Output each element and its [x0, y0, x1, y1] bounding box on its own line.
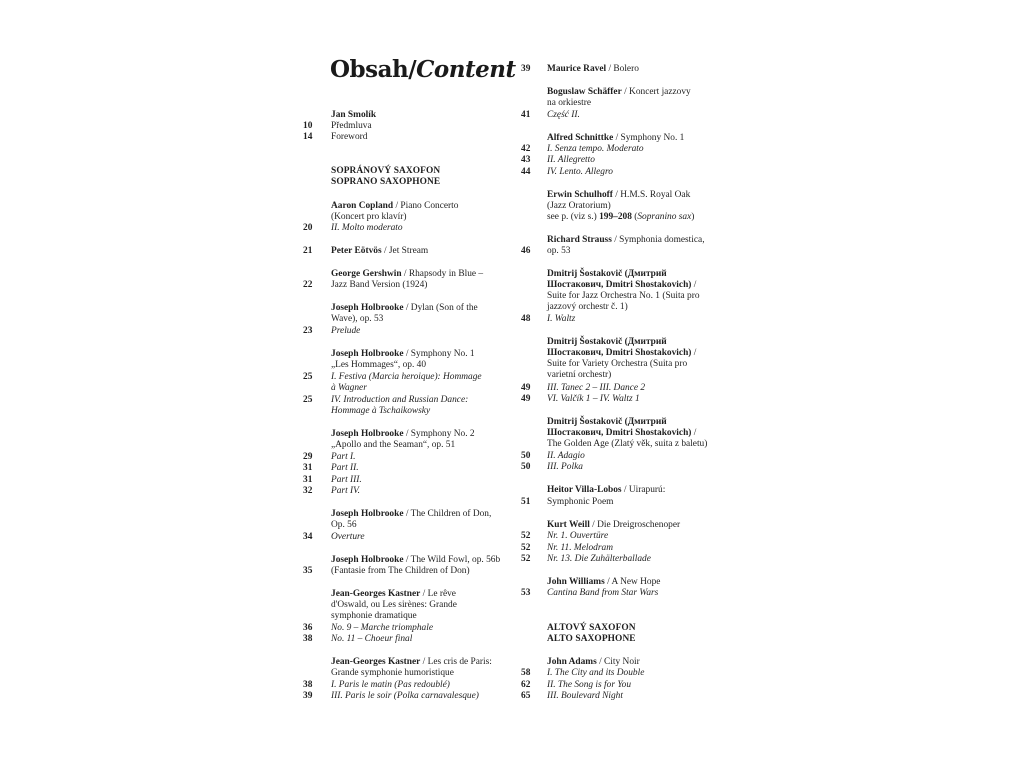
- page-number: 23: [303, 326, 313, 336]
- toc-text: / Le rêve: [420, 589, 456, 599]
- toc-movement: II. Molto moderato: [331, 223, 403, 233]
- toc-composer: Jean-Georges Kastner: [331, 589, 421, 599]
- page-number: 38: [303, 680, 313, 690]
- toc-composer: Dmitrij Šostakovič (Дмитрий: [547, 417, 667, 427]
- toc-line: [331, 326, 360, 337]
- toc-line: [331, 372, 482, 383]
- toc-composer: Maurice Ravel: [547, 64, 607, 74]
- toc-line: [331, 246, 428, 257]
- page-number: 49: [521, 394, 531, 404]
- toc-line: [331, 314, 383, 325]
- toc-text: / Symphony No. 1: [613, 133, 685, 143]
- toc-composer: Erwin Schulhoff: [547, 190, 613, 200]
- page-number: 52: [521, 543, 531, 553]
- page-number: 44: [521, 167, 531, 177]
- toc-line: [331, 429, 475, 440]
- toc-line: [331, 452, 355, 463]
- toc-text: (: [631, 212, 638, 222]
- toc-line: [331, 486, 360, 497]
- toc-line: [547, 691, 623, 702]
- page-number: 49: [521, 383, 531, 393]
- toc-composer: Richard Strauss: [547, 235, 612, 245]
- toc-line: [331, 680, 450, 691]
- toc-line: [547, 623, 636, 634]
- toc-line: [547, 212, 694, 223]
- toc-text: Suite for Variety Orchestra (Suita pro: [547, 359, 688, 369]
- toc-movement: Part II.: [331, 463, 359, 473]
- page-number: 38: [303, 634, 313, 644]
- toc-movement: III. Tanec 2 – III. Dance 2: [547, 383, 646, 393]
- toc-composer: Joseph Holbrooke: [331, 429, 404, 439]
- page-number: 21: [303, 246, 313, 256]
- toc-movement: Part IV.: [331, 486, 360, 496]
- toc-line: [331, 121, 372, 132]
- toc-line: [331, 166, 440, 177]
- toc-movement: Hommage à Tschaikowsky: [331, 406, 431, 416]
- toc-text: / The Wild Fowl, op. 56b: [403, 555, 501, 565]
- toc-line: [547, 428, 696, 439]
- toc-composer: Jean-Georges Kastner: [331, 657, 421, 667]
- toc-text: / Symphonia domestica,: [611, 235, 705, 245]
- toc-movement: Cantina Band from Star Wars: [547, 588, 659, 598]
- toc-composer: Шостакович, Dmitri Shostakovich): [547, 348, 692, 358]
- toc-line: [331, 463, 359, 474]
- toc-line: [547, 634, 636, 645]
- toc-text: / H.M.S. Royal Oak: [612, 190, 691, 200]
- toc-line: [547, 577, 660, 588]
- toc-text: / A New Hope: [604, 577, 661, 587]
- page-number: 52: [521, 554, 531, 564]
- toc-composer: Heitor Villa-Lobos: [547, 485, 622, 495]
- toc-composer: Alfred Schnittke: [547, 133, 614, 143]
- toc-line: [547, 246, 570, 257]
- page-number: 62: [521, 680, 531, 690]
- toc-line: [331, 600, 457, 611]
- toc-composer: Шостакович, Dmitri Shostakovich): [547, 428, 692, 438]
- page-number: 42: [521, 144, 531, 154]
- page-number: 14: [303, 132, 313, 142]
- toc-text: / Koncert jazzovy: [621, 87, 691, 97]
- page-title: [330, 56, 516, 83]
- toc-text: (Koncert pro klavír): [331, 212, 407, 222]
- toc-movement: VI. Valčík 1 – IV. Waltz 1: [547, 394, 640, 404]
- toc-line: [547, 64, 639, 75]
- toc-text: varietní orchestr): [547, 370, 612, 380]
- toc-movement: No. 11 – Choeur final: [331, 634, 413, 644]
- toc-text: / Symphony No. 1: [403, 349, 475, 359]
- toc-line: [547, 451, 585, 462]
- toc-text: jazzový orchestr č. 1): [547, 302, 628, 312]
- toc-line: [547, 144, 644, 155]
- toc-line: [547, 302, 628, 313]
- toc-composer: John Adams: [547, 657, 597, 667]
- page-number: 58: [521, 668, 531, 678]
- toc-text: Jazz Band Version (1924): [331, 280, 428, 290]
- page-number: 25: [303, 372, 313, 382]
- toc-line: [547, 485, 665, 496]
- toc-line: [331, 349, 475, 360]
- toc-line: [547, 201, 611, 212]
- toc-text: see p. (viz s.): [547, 212, 600, 222]
- toc-line: [547, 439, 707, 450]
- toc-line: [547, 370, 611, 381]
- toc-text: (Fantasie from The Children of Don): [331, 566, 470, 576]
- toc-composer: Dmitrij Šostakovič (Дмитрий: [547, 337, 667, 347]
- toc-line: [547, 314, 575, 325]
- toc-composer: Шостакович, Dmitri Shostakovich): [547, 280, 692, 290]
- toc-text: (Jazz Oratorium): [547, 201, 611, 211]
- toc-line: [547, 280, 696, 291]
- toc-line: [547, 543, 613, 554]
- toc-line: [547, 98, 591, 109]
- toc-line: [331, 440, 455, 451]
- toc-movement: III. Boulevard Night: [547, 691, 623, 701]
- toc-line: [331, 212, 407, 223]
- toc-movement: I. Waltz: [547, 314, 576, 324]
- toc-composer: Joseph Holbrooke: [331, 303, 404, 313]
- toc-movement: II. Allegretto: [547, 155, 595, 165]
- toc-composer: Jan Smolík: [331, 110, 377, 120]
- toc-movement: Part I.: [331, 452, 356, 462]
- toc-line: [331, 475, 362, 486]
- toc-text: / Symphony No. 2: [403, 429, 475, 439]
- toc-line: [331, 589, 456, 600]
- toc-line: [331, 691, 479, 702]
- toc-line: [547, 110, 580, 121]
- page-number: 31: [303, 475, 313, 485]
- page-number: 50: [521, 451, 531, 461]
- title-main: Obsah: [330, 56, 409, 83]
- toc-line: [547, 554, 651, 565]
- toc-line: [331, 280, 427, 291]
- section-heading: SOPRANO SAXOPHONE: [331, 177, 441, 187]
- toc-movement: Nr. 11. Melodram: [547, 543, 613, 553]
- toc-composer: Dmitrij Šostakovič (Дмитрий: [547, 269, 667, 279]
- toc-line: [331, 177, 440, 188]
- toc-composer: 199–208: [599, 212, 632, 222]
- toc-line: [547, 269, 667, 280]
- toc-text: / Uirapurú:: [621, 485, 666, 495]
- toc-line: [547, 383, 645, 394]
- toc-movement: III. Paris le soir (Polka carnavalesque): [331, 691, 479, 701]
- toc-text: d'Oswald, ou Les sirènes: Grande: [331, 600, 457, 610]
- toc-line: [331, 395, 468, 406]
- toc-movement: No. 9 – Marche triomphale: [331, 623, 433, 633]
- page-number: 36: [303, 623, 313, 633]
- toc-line: [331, 360, 426, 371]
- toc-composer: Peter Eötvös: [331, 246, 382, 256]
- page-number: 25: [303, 395, 313, 405]
- toc-line: [331, 657, 492, 668]
- toc-composer: Kurt Weill: [547, 520, 590, 530]
- toc-text: „Les Hommages“, op. 40: [331, 360, 427, 370]
- toc-movement: I. Festiva (Marcia heroique): Hommage: [331, 372, 482, 382]
- toc-text: Suite for Jazz Orchestra No. 1 (Suita pro: [547, 291, 700, 301]
- toc-line: [547, 394, 640, 405]
- page-number: 20: [303, 223, 313, 233]
- toc-line: [547, 531, 608, 542]
- toc-movement: Nr. 13. Die Zuhälterballade: [547, 554, 651, 564]
- toc-composer: George Gershwin: [331, 269, 402, 279]
- page-number: 22: [303, 280, 313, 290]
- toc-text: Předmluva: [331, 121, 372, 131]
- toc-movement: à Wagner: [331, 383, 367, 393]
- toc-line: [331, 611, 417, 622]
- toc-text: ): [691, 212, 695, 222]
- page-number: 43: [521, 155, 531, 165]
- page-number: 50: [521, 462, 531, 472]
- toc-line: [331, 383, 367, 394]
- toc-text: / Piano Concerto: [393, 201, 459, 211]
- toc-line: [331, 566, 470, 577]
- toc-line: [547, 235, 705, 246]
- toc-text: Foreword: [331, 132, 368, 142]
- toc-text: / Die Dreigroschenoper: [589, 520, 681, 530]
- toc-line: [547, 668, 644, 679]
- toc-line: [547, 155, 595, 166]
- toc-line: [331, 520, 357, 531]
- toc-line: [547, 588, 658, 599]
- toc-text: / Jet Stream: [381, 246, 429, 256]
- toc-movement: I. The City and its Double: [547, 668, 645, 678]
- page-number: 29: [303, 452, 313, 462]
- toc-movement: II. The Song is for You: [547, 680, 632, 690]
- toc-line: [331, 555, 500, 566]
- toc-text: Symphonic Poem: [547, 497, 614, 507]
- section-heading: ALTOVÝ SAXOFON: [547, 623, 636, 633]
- page-number: 39: [521, 64, 531, 74]
- toc-line: [331, 623, 433, 634]
- toc-line: [547, 167, 613, 178]
- toc-line: [331, 110, 376, 121]
- toc-line: [331, 668, 454, 679]
- toc-line: [547, 497, 613, 508]
- toc-line: [547, 190, 690, 201]
- toc-text: / Bolero: [606, 64, 639, 74]
- section-heading: ALTO SAXOPHONE: [547, 634, 636, 644]
- toc-movement: IV. Introduction and Russian Dance:: [331, 395, 469, 405]
- toc-line: [331, 303, 478, 314]
- page-number: 48: [521, 314, 531, 324]
- toc-line: [547, 359, 687, 370]
- toc-line: [331, 634, 412, 645]
- toc-line: [547, 291, 700, 302]
- toc-line: [331, 532, 365, 543]
- toc-movement: I. Paris le matin (Pas redoublé): [331, 680, 450, 690]
- toc-movement: Part III.: [331, 475, 362, 485]
- toc-line: [547, 462, 583, 473]
- toc-line: [547, 337, 667, 348]
- page-number: 32: [303, 486, 313, 496]
- toc-line: [331, 269, 483, 280]
- toc-movement: Overture: [331, 532, 365, 542]
- title-italic: Content: [416, 56, 516, 83]
- toc-composer: Aaron Copland: [331, 201, 394, 211]
- page-number: 34: [303, 532, 313, 542]
- page-number: 41: [521, 110, 531, 120]
- toc-composer: Boguslaw Schäffer: [547, 87, 622, 97]
- page-number: 46: [521, 246, 531, 256]
- section-heading: SOPRÁNOVÝ SAXOFON: [331, 166, 441, 176]
- toc-line: [331, 223, 403, 234]
- toc-text: „Apollo and the Seaman“, op. 51: [331, 440, 456, 450]
- toc-movement: Nr. 1. Ouvertüre: [547, 531, 609, 541]
- toc-text: symphonie dramatique: [331, 611, 417, 621]
- page-number: 52: [521, 531, 531, 541]
- toc-movement: III. Polka: [547, 462, 583, 472]
- toc-line: [547, 657, 640, 668]
- toc-composer: Joseph Holbrooke: [331, 509, 404, 519]
- page-number: 31: [303, 463, 313, 473]
- toc-text: Wave), op. 53: [331, 314, 384, 324]
- page-number: 10: [303, 121, 313, 131]
- toc-composer: Joseph Holbrooke: [331, 555, 404, 565]
- toc-movement: IV. Lento. Allegro: [547, 167, 613, 177]
- toc-line: [547, 87, 691, 98]
- toc-text: /: [691, 348, 697, 358]
- toc-line: [547, 348, 696, 359]
- page-number: 39: [303, 691, 313, 701]
- toc-composer: Joseph Holbrooke: [331, 349, 404, 359]
- page-number: 65: [521, 691, 531, 701]
- page-number: 53: [521, 588, 531, 598]
- toc-text: / The Children of Don,: [403, 509, 492, 519]
- toc-line: [547, 520, 680, 531]
- toc-line: [547, 680, 631, 691]
- toc-movement: Sopranino sax: [637, 212, 692, 222]
- toc-text: / Les cris de Paris:: [420, 657, 492, 667]
- toc-text: op. 53: [547, 246, 571, 256]
- toc-line: [331, 509, 491, 520]
- toc-text: / Dylan (Son of the: [403, 303, 478, 313]
- toc-line: [331, 201, 458, 212]
- toc-composer: John Williams: [547, 577, 605, 587]
- toc-line: [331, 406, 430, 417]
- page-number: 35: [303, 566, 313, 576]
- toc-text: /: [691, 280, 697, 290]
- page-number: 51: [521, 497, 531, 507]
- toc-movement: II. Adagio: [547, 451, 585, 461]
- toc-text: na orkiestre: [547, 98, 591, 108]
- toc-text: /: [691, 428, 697, 438]
- title-slash: /: [408, 56, 417, 83]
- toc-text: / Rhapsody in Blue –: [401, 269, 484, 279]
- toc-text: The Golden Age (Zlatý věk, suita z baletu): [547, 439, 708, 449]
- toc-text: Grande symphonie humoristique: [331, 668, 454, 678]
- toc-movement: Prelude: [331, 326, 361, 336]
- toc-text: / City Noir: [596, 657, 640, 667]
- toc-movement: I. Senza tempo. Moderato: [547, 144, 644, 154]
- toc-movement: Część II.: [547, 110, 580, 120]
- toc-line: [547, 417, 667, 428]
- toc-line: [331, 132, 367, 143]
- toc-line: [547, 133, 684, 144]
- toc-text: Op. 56: [331, 520, 357, 530]
